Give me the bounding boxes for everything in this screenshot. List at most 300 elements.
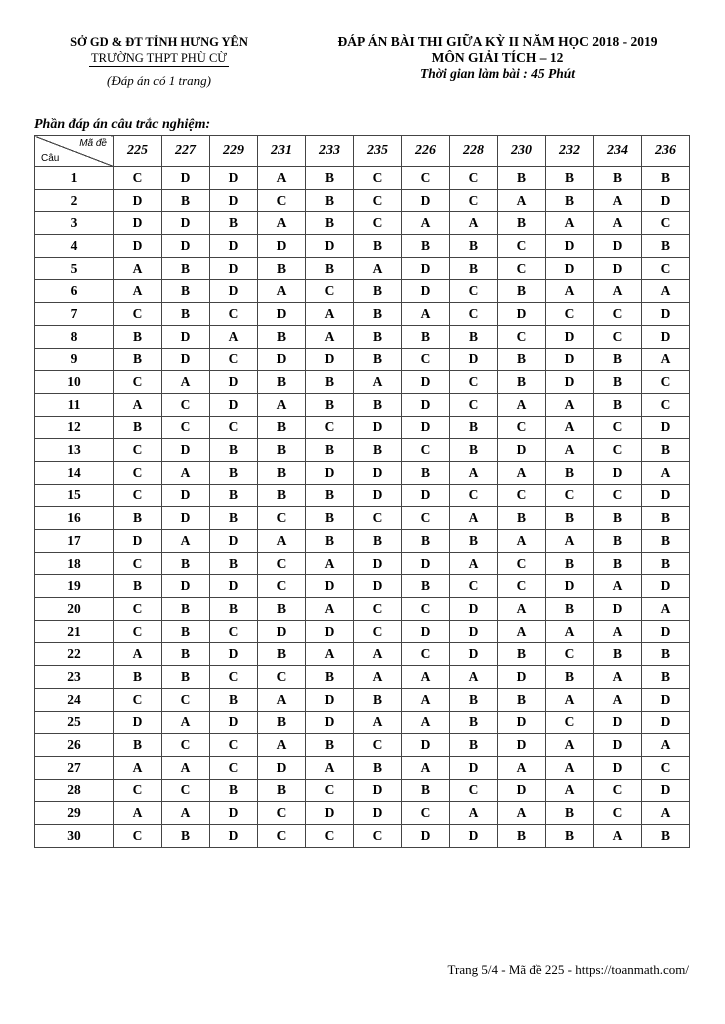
exam-code-header: 226 [402, 136, 450, 167]
answer-cell: C [450, 167, 498, 190]
answer-cell: C [546, 303, 594, 326]
question-number: 11 [35, 393, 114, 416]
answer-cell: D [546, 235, 594, 258]
answer-cell: D [306, 688, 354, 711]
answer-cell: B [354, 439, 402, 462]
answer-cell: A [306, 756, 354, 779]
answer-cell: B [162, 620, 210, 643]
table-row [35, 666, 690, 689]
answer-cell: B [210, 461, 258, 484]
answer-cell: B [450, 439, 498, 462]
answer-cell: A [642, 802, 690, 825]
answer-cell: A [642, 461, 690, 484]
question-number: 28 [35, 779, 114, 802]
question-number: 1 [35, 167, 114, 190]
answer-cell: D [306, 711, 354, 734]
answer-cell: D [642, 303, 690, 326]
answer-cell: B [546, 802, 594, 825]
answer-cell: A [114, 756, 162, 779]
answer-cell: B [114, 416, 162, 439]
answer-cell: A [546, 280, 594, 303]
answer-cell: A [114, 393, 162, 416]
answer-cell: D [498, 666, 546, 689]
answer-cell: A [402, 212, 450, 235]
question-number: 12 [35, 416, 114, 439]
answer-cell: C [210, 666, 258, 689]
question-number: 27 [35, 756, 114, 779]
answer-cell: B [642, 552, 690, 575]
answer-cell: B [546, 189, 594, 212]
answer-cell: C [498, 235, 546, 258]
answer-cell: A [162, 711, 210, 734]
answer-cell: A [450, 212, 498, 235]
answer-cell: D [210, 393, 258, 416]
answer-cell: D [450, 824, 498, 847]
answer-cell: C [162, 734, 210, 757]
answer-cell: C [354, 824, 402, 847]
answer-cell: D [402, 189, 450, 212]
answer-cell: D [114, 189, 162, 212]
exam-code-header: 232 [546, 136, 594, 167]
answer-cell: D [546, 257, 594, 280]
page-count-note: (Đáp án có 1 trang) [107, 73, 211, 88]
answer-cell: C [162, 779, 210, 802]
answer-cell: D [258, 235, 306, 258]
answer-cell: D [354, 575, 402, 598]
answer-cell: C [306, 779, 354, 802]
answer-cell: D [402, 620, 450, 643]
answer-cell: B [594, 348, 642, 371]
answer-cell: B [258, 779, 306, 802]
answer-cell: B [258, 257, 306, 280]
answer-cell: D [546, 348, 594, 371]
answer-cell: A [498, 620, 546, 643]
table-row [35, 507, 690, 530]
table-row [35, 393, 690, 416]
answer-cell: C [450, 484, 498, 507]
answer-cell: C [450, 371, 498, 394]
question-number: 29 [35, 802, 114, 825]
answer-cell: D [114, 530, 162, 553]
answer-cell: B [258, 484, 306, 507]
answer-cell: D [258, 303, 306, 326]
answer-cell: A [642, 598, 690, 621]
answer-cell: B [642, 666, 690, 689]
answer-cell: B [450, 416, 498, 439]
answer-cell: A [258, 734, 306, 757]
question-number: 8 [35, 325, 114, 348]
exam-code-header: 231 [258, 136, 306, 167]
answer-cell: B [498, 348, 546, 371]
answer-cell: A [306, 598, 354, 621]
answer-cell: B [162, 824, 210, 847]
question-number: 10 [35, 371, 114, 394]
table-row [35, 620, 690, 643]
department-name: SỞ GD & ĐT TỈNH HƯNG YÊN [70, 35, 248, 49]
answer-cell: A [258, 212, 306, 235]
question-number: 30 [35, 824, 114, 847]
answer-cell: B [258, 598, 306, 621]
answer-cell: D [594, 235, 642, 258]
answer-cell: D [354, 802, 402, 825]
answer-cell: B [354, 756, 402, 779]
answer-cell: B [642, 167, 690, 190]
answer-cell: C [210, 303, 258, 326]
answer-cell: D [354, 484, 402, 507]
answer-cell: C [258, 666, 306, 689]
answer-cell: D [546, 575, 594, 598]
exam-code-label: Mã đề [79, 138, 107, 149]
answer-cell: C [642, 371, 690, 394]
question-number: 24 [35, 688, 114, 711]
answer-cell: C [642, 393, 690, 416]
answer-cell: A [546, 756, 594, 779]
table-row [35, 439, 690, 462]
table-row [35, 779, 690, 802]
answer-cell: D [258, 620, 306, 643]
answer-cell: B [594, 530, 642, 553]
answer-cell: B [114, 666, 162, 689]
question-number: 14 [35, 461, 114, 484]
answer-cell: C [354, 598, 402, 621]
answer-cell: A [162, 756, 210, 779]
answer-cell: A [546, 416, 594, 439]
answer-cell: B [306, 167, 354, 190]
answer-cell: C [546, 711, 594, 734]
table-row [35, 325, 690, 348]
answer-cell: D [642, 189, 690, 212]
answer-cell: D [162, 484, 210, 507]
answer-cell: A [594, 280, 642, 303]
answer-cell: A [402, 756, 450, 779]
answer-cell: D [210, 575, 258, 598]
answer-cell: D [306, 575, 354, 598]
answer-cell: B [114, 734, 162, 757]
answer-cell: D [210, 257, 258, 280]
exam-duration: Thời gian làm bài : 45 Phút [419, 66, 576, 81]
answer-cell: A [498, 393, 546, 416]
answer-cell: B [210, 484, 258, 507]
answer-cell: B [162, 552, 210, 575]
answer-cell: C [354, 189, 402, 212]
answer-cell: C [354, 734, 402, 757]
answer-cell: C [258, 575, 306, 598]
answer-cell: A [450, 507, 498, 530]
answer-cell: A [354, 711, 402, 734]
answer-cell: A [546, 530, 594, 553]
answer-cell: C [114, 439, 162, 462]
answer-cell: D [498, 734, 546, 757]
answer-cell: B [114, 575, 162, 598]
table-row [35, 235, 690, 258]
answer-cell: B [498, 212, 546, 235]
answer-cell: B [306, 439, 354, 462]
answer-cell: B [450, 530, 498, 553]
question-number: 17 [35, 530, 114, 553]
answer-cell: B [498, 688, 546, 711]
answer-cell: C [354, 212, 402, 235]
answer-cell: A [546, 393, 594, 416]
answer-cell: B [498, 507, 546, 530]
answer-cell: D [306, 235, 354, 258]
answer-cell: A [594, 575, 642, 598]
answer-cell: A [450, 461, 498, 484]
answer-cell: C [114, 552, 162, 575]
answer-cell: D [642, 575, 690, 598]
header-left [30, 34, 288, 89]
answer-cell: B [498, 371, 546, 394]
answer-cell: C [450, 779, 498, 802]
exam-code-header: 233 [306, 136, 354, 167]
answer-cell: B [498, 824, 546, 847]
question-number: 13 [35, 439, 114, 462]
answer-cell: D [450, 348, 498, 371]
answer-cell: C [210, 620, 258, 643]
answer-cell: C [114, 371, 162, 394]
answer-cell: C [402, 643, 450, 666]
exam-code-header: 235 [354, 136, 402, 167]
answer-cell: D [498, 711, 546, 734]
answer-cell: D [210, 189, 258, 212]
question-number: 16 [35, 507, 114, 530]
answer-cell: C [642, 212, 690, 235]
answer-cell: B [306, 734, 354, 757]
question-number: 22 [35, 643, 114, 666]
answer-cell: A [162, 530, 210, 553]
answer-cell: A [498, 189, 546, 212]
answer-cell: D [210, 802, 258, 825]
answer-cell: B [594, 552, 642, 575]
answer-cell: C [498, 575, 546, 598]
answer-cell: D [450, 756, 498, 779]
answer-cell: B [594, 371, 642, 394]
answer-cell: A [546, 779, 594, 802]
table-row [35, 756, 690, 779]
answer-cell: C [402, 802, 450, 825]
answer-cell: A [642, 734, 690, 757]
answer-cell: B [162, 598, 210, 621]
answer-cell: D [594, 257, 642, 280]
answer-cell: B [450, 734, 498, 757]
answer-cell: B [354, 235, 402, 258]
answer-cell: C [402, 348, 450, 371]
answer-cell: D [258, 348, 306, 371]
answer-cell: D [402, 824, 450, 847]
answer-cell: A [546, 212, 594, 235]
answer-cell: A [306, 303, 354, 326]
answer-cell: D [210, 643, 258, 666]
answer-cell: A [402, 688, 450, 711]
answer-cell: D [642, 484, 690, 507]
answer-cell: A [258, 280, 306, 303]
answer-cell: A [546, 620, 594, 643]
answer-cell: D [498, 779, 546, 802]
answer-cell: D [114, 212, 162, 235]
answer-cell: A [498, 802, 546, 825]
answer-cell: A [210, 325, 258, 348]
answer-cell: D [450, 598, 498, 621]
answer-cell: A [162, 802, 210, 825]
answer-cell: B [642, 507, 690, 530]
exam-code-header: 229 [210, 136, 258, 167]
answer-cell: D [594, 711, 642, 734]
exam-code-header: 236 [642, 136, 690, 167]
table-header-row [35, 136, 690, 167]
answer-cell: B [642, 643, 690, 666]
answer-cell: B [402, 325, 450, 348]
answer-cell: C [498, 325, 546, 348]
question-number: 5 [35, 257, 114, 280]
subject-title: MÔN GIẢI TÍCH – 12 [431, 50, 564, 65]
answer-cell: B [114, 348, 162, 371]
answer-cell: B [306, 212, 354, 235]
answer-cell: A [546, 688, 594, 711]
answer-table [34, 135, 690, 848]
answer-cell: C [594, 416, 642, 439]
answer-cell: D [306, 348, 354, 371]
section-title: Phần đáp án câu trắc nghiệm: [34, 117, 211, 132]
answer-cell: B [450, 688, 498, 711]
answer-cell: C [114, 484, 162, 507]
table-row [35, 461, 690, 484]
answer-cell: C [114, 598, 162, 621]
answer-cell: A [114, 257, 162, 280]
answer-cell: B [354, 325, 402, 348]
answer-cell: B [258, 439, 306, 462]
table-row [35, 643, 690, 666]
answer-cell: B [162, 189, 210, 212]
answer-cell: C [402, 167, 450, 190]
answer-cell: C [258, 507, 306, 530]
answer-cell: C [594, 802, 642, 825]
answer-cell: B [210, 598, 258, 621]
exam-code-header: 225 [114, 136, 162, 167]
exam-code-header: 228 [450, 136, 498, 167]
answer-cell: D [210, 371, 258, 394]
answer-cell: A [258, 167, 306, 190]
answer-cell: C [498, 416, 546, 439]
answer-cell: C [258, 824, 306, 847]
answer-cell: B [354, 393, 402, 416]
answer-cell: B [594, 393, 642, 416]
question-number: 9 [35, 348, 114, 371]
answer-cell: B [450, 325, 498, 348]
answer-cell: D [210, 167, 258, 190]
answer-cell: C [354, 507, 402, 530]
table-row [35, 688, 690, 711]
answer-cell: B [594, 643, 642, 666]
answer-cell: D [642, 325, 690, 348]
table-row [35, 257, 690, 280]
answer-cell: C [594, 325, 642, 348]
answer-cell: A [642, 348, 690, 371]
answer-cell: D [402, 416, 450, 439]
answer-cell: B [402, 779, 450, 802]
answer-cell: C [114, 779, 162, 802]
answer-cell: D [162, 507, 210, 530]
answer-cell: A [258, 393, 306, 416]
answer-cell: C [114, 461, 162, 484]
answer-cell: A [306, 325, 354, 348]
answer-cell: D [210, 711, 258, 734]
table-row [35, 598, 690, 621]
answer-cell: C [162, 416, 210, 439]
table-row [35, 348, 690, 371]
question-number: 6 [35, 280, 114, 303]
answer-cell: A [258, 530, 306, 553]
answer-cell: C [594, 303, 642, 326]
answer-cell: B [306, 371, 354, 394]
question-number: 20 [35, 598, 114, 621]
answer-cell: A [450, 802, 498, 825]
answer-cell: B [402, 461, 450, 484]
answer-cell: B [642, 530, 690, 553]
exam-code-header: 234 [594, 136, 642, 167]
answer-cell: A [258, 688, 306, 711]
answer-cell: B [642, 824, 690, 847]
answer-cell: A [114, 643, 162, 666]
answer-cell: D [162, 235, 210, 258]
table-row [35, 371, 690, 394]
answer-cell: C [354, 620, 402, 643]
answer-cell: B [162, 303, 210, 326]
exam-code-header: 230 [498, 136, 546, 167]
answer-cell: D [642, 711, 690, 734]
table-row [35, 711, 690, 734]
answer-cell: A [306, 643, 354, 666]
answer-cell: A [402, 666, 450, 689]
answer-cell: D [162, 325, 210, 348]
answer-cell: C [642, 756, 690, 779]
answer-cell: B [402, 235, 450, 258]
answer-cell: C [114, 303, 162, 326]
answer-cell: D [354, 779, 402, 802]
answer-cell: D [210, 824, 258, 847]
answer-cell: D [210, 235, 258, 258]
answer-cell: B [354, 280, 402, 303]
answer-cell: B [306, 507, 354, 530]
answer-cell: A [354, 257, 402, 280]
table-row [35, 303, 690, 326]
answer-cell: C [354, 167, 402, 190]
answer-cell: B [594, 507, 642, 530]
answer-cell: A [546, 734, 594, 757]
answer-cell: C [114, 167, 162, 190]
answer-cell: B [258, 711, 306, 734]
answer-cell: A [114, 280, 162, 303]
answer-cell: A [402, 711, 450, 734]
answer-cell: C [498, 257, 546, 280]
answer-cell: C [450, 303, 498, 326]
answer-cell: D [114, 235, 162, 258]
answer-cell: D [450, 620, 498, 643]
answer-cell: B [450, 235, 498, 258]
answer-cell: B [498, 643, 546, 666]
answer-cell: C [162, 688, 210, 711]
answer-cell: A [594, 688, 642, 711]
answer-cell: C [642, 257, 690, 280]
answer-cell: D [594, 598, 642, 621]
answer-cell: C [162, 393, 210, 416]
answer-cell: C [450, 575, 498, 598]
answer-cell: D [210, 530, 258, 553]
answer-cell: D [402, 734, 450, 757]
answer-cell: B [450, 711, 498, 734]
answer-cell: C [546, 484, 594, 507]
answer-cell: B [258, 643, 306, 666]
answer-cell: D [402, 393, 450, 416]
answer-cell: C [498, 484, 546, 507]
